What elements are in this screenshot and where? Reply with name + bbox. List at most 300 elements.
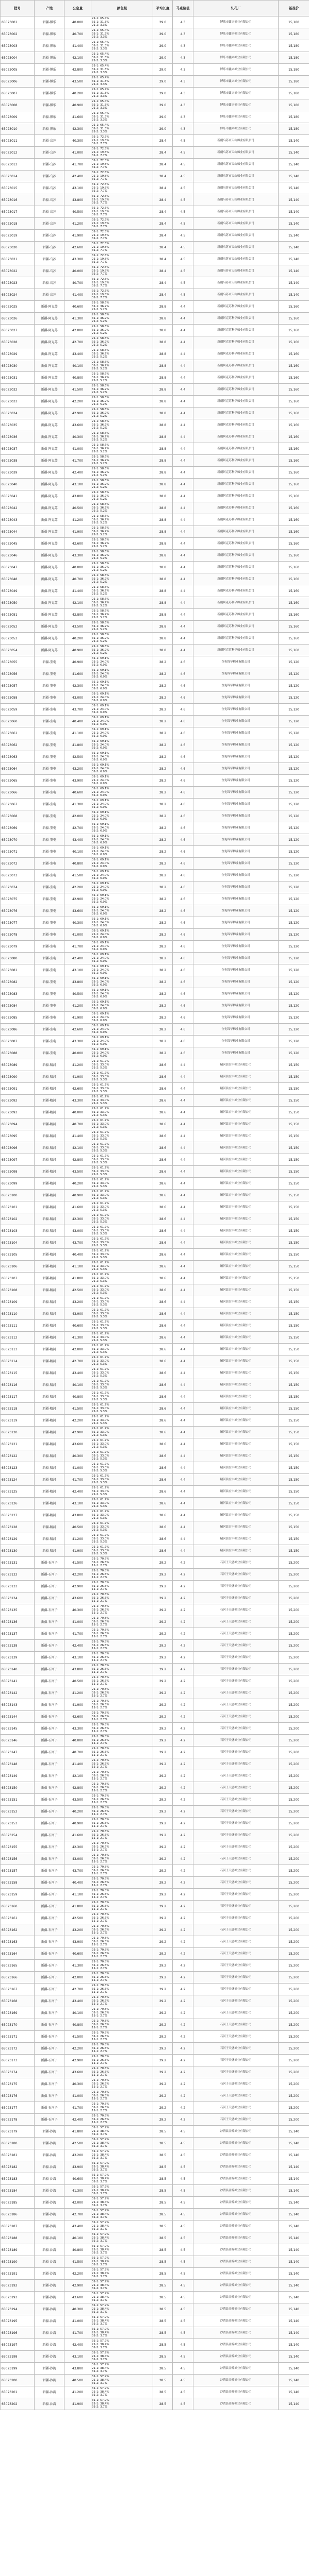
table-row[interactable] bbox=[1, 1462, 309, 1474]
table-row[interactable] bbox=[1, 2256, 309, 2268]
table-row[interactable] bbox=[1, 1367, 309, 1379]
table-row[interactable] bbox=[1, 1379, 309, 1391]
table-row[interactable] bbox=[1, 1794, 309, 1806]
table-row[interactable] bbox=[1, 2197, 309, 2209]
cell-micronaire: 4.5 bbox=[173, 2315, 193, 2327]
cell-lot: 65023062 bbox=[1, 739, 35, 751]
table-row[interactable] bbox=[1, 419, 309, 431]
table-row[interactable] bbox=[1, 99, 309, 111]
table-row[interactable] bbox=[1, 111, 309, 123]
header-company[interactable]: 轧花厂 bbox=[193, 1, 279, 16]
table-row[interactable] bbox=[1, 2185, 309, 2197]
table-row[interactable] bbox=[1, 1166, 309, 1178]
table-row[interactable] bbox=[1, 265, 309, 277]
table-row[interactable] bbox=[1, 2280, 309, 2292]
table-row[interactable] bbox=[1, 1225, 309, 1237]
cell-length: 28.6 bbox=[153, 1462, 173, 1474]
header-price[interactable]: 基准价 bbox=[279, 1, 309, 16]
cell-weight: 43.600 bbox=[64, 1438, 91, 1450]
table-row[interactable] bbox=[1, 1332, 309, 1344]
cell-lot: 65023132 bbox=[1, 1569, 35, 1581]
table-row[interactable] bbox=[1, 1569, 309, 1581]
table-row[interactable] bbox=[1, 2375, 309, 2386]
cell-origin: 新疆-奎屯 bbox=[35, 763, 64, 775]
table-row[interactable] bbox=[1, 206, 309, 218]
cell-weight: 41.700 bbox=[64, 2327, 91, 2339]
cell-length: 28.2 bbox=[153, 1036, 173, 1047]
cell-weight: 40.400 bbox=[64, 716, 91, 727]
table-row[interactable] bbox=[1, 1711, 309, 1723]
table-row[interactable] bbox=[1, 656, 309, 668]
table-row[interactable] bbox=[1, 230, 309, 242]
table-row[interactable] bbox=[1, 301, 309, 313]
cell-origin: 新疆-石河子 bbox=[35, 2043, 64, 2055]
table-row[interactable] bbox=[1, 1190, 309, 1201]
cell-company: 新疆阿克苏利华棉业有限公司 bbox=[193, 360, 279, 372]
table-row[interactable] bbox=[1, 1071, 309, 1083]
table-row[interactable] bbox=[1, 1699, 309, 1711]
header-micronaire[interactable]: 马克隆值 bbox=[173, 1, 193, 16]
header-grade[interactable]: 颜色级 bbox=[91, 1, 153, 16]
table-row[interactable] bbox=[1, 2055, 309, 2066]
table-row[interactable] bbox=[1, 1675, 309, 1687]
table-row[interactable] bbox=[1, 218, 309, 230]
table-row[interactable] bbox=[1, 1355, 309, 1367]
table-row[interactable] bbox=[1, 1889, 309, 1901]
cell-lot: 65023184 bbox=[1, 2185, 35, 2197]
table-row[interactable] bbox=[1, 1545, 309, 1557]
cell-length: 28.2 bbox=[153, 1024, 173, 1036]
cell-grade: 21-1: 58.6% 31-1: 36.2% 21-2: 5.2% bbox=[91, 360, 153, 372]
cell-origin: 新疆-乌苏 bbox=[35, 230, 64, 242]
table-row[interactable] bbox=[1, 597, 309, 609]
table-row[interactable] bbox=[1, 396, 309, 408]
table-row[interactable] bbox=[1, 716, 309, 727]
cell-company: 新疆阿克苏利华棉业有限公司 bbox=[193, 609, 279, 621]
table-row[interactable] bbox=[1, 431, 309, 443]
table-row[interactable] bbox=[1, 1758, 309, 1770]
table-row[interactable] bbox=[1, 408, 309, 419]
table-row[interactable] bbox=[1, 1829, 309, 1841]
table-row[interactable] bbox=[1, 1201, 309, 1213]
table-row[interactable] bbox=[1, 882, 309, 893]
table-row[interactable] bbox=[1, 953, 309, 964]
table-row[interactable] bbox=[1, 1130, 309, 1142]
table-row[interactable] bbox=[1, 1403, 309, 1415]
cell-length: 29.2 bbox=[153, 1581, 173, 1592]
table-row[interactable] bbox=[1, 1498, 309, 1510]
header-length[interactable]: 平均长度 bbox=[153, 1, 173, 16]
table-row[interactable] bbox=[1, 123, 309, 135]
table-row[interactable] bbox=[1, 870, 309, 882]
cell-company: 奎屯锦华棉业有限公司 bbox=[193, 1036, 279, 1047]
cell-micronaire: 4.4 bbox=[173, 1462, 193, 1474]
table-row[interactable] bbox=[1, 1912, 309, 1924]
table-row[interactable] bbox=[1, 1474, 309, 1486]
table-row[interactable] bbox=[1, 585, 309, 597]
table-row[interactable] bbox=[1, 1972, 309, 1984]
cell-grade: 21-1: 65.4% 31-1: 31.3% 21-2: 3.3% bbox=[91, 28, 153, 40]
table-row[interactable] bbox=[1, 1901, 309, 1912]
table-row[interactable] bbox=[1, 289, 309, 301]
table-row[interactable] bbox=[1, 538, 309, 550]
cell-origin: 新疆-奎屯 bbox=[35, 775, 64, 787]
table-row[interactable] bbox=[1, 2126, 309, 2138]
cell-price: 15,120 bbox=[279, 739, 309, 751]
cell-grade: 21-1: 65.4% 31-1: 31.3% 21-2: 3.3% bbox=[91, 40, 153, 52]
table-row[interactable] bbox=[1, 727, 309, 739]
table-row[interactable] bbox=[1, 2209, 309, 2221]
cell-grade: 21-1: 70.8% 31-1: 26.5% 11-1: 2.7% bbox=[91, 1735, 153, 1747]
cell-micronaire: 4.4 bbox=[173, 621, 193, 633]
cell-length: 29.2 bbox=[153, 2114, 173, 2126]
cell-company: 石河子天盛棉业有限公司 bbox=[193, 1936, 279, 1948]
table-row[interactable] bbox=[1, 1984, 309, 1995]
cell-origin: 新疆-精河 bbox=[35, 1427, 64, 1438]
cell-company: 沙湾县金棉棉业有限公司 bbox=[193, 2232, 279, 2244]
cell-lot: 65023199 bbox=[1, 2363, 35, 2375]
table-row[interactable] bbox=[1, 1237, 309, 1249]
table-row[interactable] bbox=[1, 76, 309, 88]
table-row[interactable] bbox=[1, 2090, 309, 2102]
cell-grade: 21-1: 58.6% 31-1: 36.2% 21-2: 5.2% bbox=[91, 443, 153, 455]
cell-weight: 40.200 bbox=[64, 633, 91, 645]
table-row[interactable] bbox=[1, 1273, 309, 1284]
table-row[interactable] bbox=[1, 1083, 309, 1095]
table-row[interactable] bbox=[1, 1723, 309, 1735]
table-row[interactable] bbox=[1, 964, 309, 976]
cell-grade: 21-1: 70.8% 31-1: 26.5% 11-1: 2.7% bbox=[91, 1948, 153, 1960]
table-row[interactable] bbox=[1, 1284, 309, 1296]
table-row[interactable] bbox=[1, 2398, 309, 2410]
table-row[interactable] bbox=[1, 893, 309, 905]
table-row[interactable] bbox=[1, 1782, 309, 1794]
table-row[interactable] bbox=[1, 1450, 309, 1462]
table-row[interactable] bbox=[1, 834, 309, 846]
table-row[interactable] bbox=[1, 822, 309, 834]
table-row[interactable] bbox=[1, 2232, 309, 2244]
cell-weight: 42.200 bbox=[64, 1569, 91, 1581]
table-row[interactable] bbox=[1, 360, 309, 372]
table-row[interactable] bbox=[1, 2292, 309, 2303]
table-row[interactable] bbox=[1, 52, 309, 64]
cell-weight: 43.600 bbox=[64, 2292, 91, 2303]
table-row[interactable] bbox=[1, 1841, 309, 1853]
table-row[interactable] bbox=[1, 1024, 309, 1036]
cell-length: 28.5 bbox=[153, 2138, 173, 2149]
cell-origin: 新疆-精河 bbox=[35, 1107, 64, 1118]
table-row[interactable] bbox=[1, 1154, 309, 1166]
table-row[interactable] bbox=[1, 621, 309, 633]
table-row[interactable] bbox=[1, 1521, 309, 1533]
table-row[interactable] bbox=[1, 1960, 309, 1972]
table-row[interactable] bbox=[1, 1261, 309, 1273]
cell-origin: 新疆-石河子 bbox=[35, 1604, 64, 1616]
table-row[interactable] bbox=[1, 2043, 309, 2055]
table-row[interactable] bbox=[1, 1557, 309, 1569]
table-row[interactable] bbox=[1, 372, 309, 384]
table-row[interactable] bbox=[1, 1095, 309, 1107]
table-row[interactable] bbox=[1, 1107, 309, 1118]
table-row[interactable] bbox=[1, 1415, 309, 1427]
table-row[interactable] bbox=[1, 633, 309, 645]
cell-grade: 21-1: 61.7% 31-1: 33.0% 21-2: 5.3% bbox=[91, 1462, 153, 1474]
table-row[interactable] bbox=[1, 1391, 309, 1403]
table-row[interactable] bbox=[1, 277, 309, 289]
cell-company: 博乐市鑫兴棉业有限公司 bbox=[193, 88, 279, 99]
table-row[interactable] bbox=[1, 929, 309, 941]
table-row[interactable] bbox=[1, 645, 309, 656]
table-row[interactable] bbox=[1, 810, 309, 822]
table-row[interactable] bbox=[1, 514, 309, 526]
table-row[interactable] bbox=[1, 1640, 309, 1652]
table-row[interactable] bbox=[1, 1178, 309, 1190]
table-row[interactable] bbox=[1, 1853, 309, 1865]
cell-length: 28.8 bbox=[153, 502, 173, 514]
table-row[interactable] bbox=[1, 2173, 309, 2185]
cell-price: 15,150 bbox=[279, 1178, 309, 1190]
table-row[interactable] bbox=[1, 336, 309, 348]
cell-length: 28.2 bbox=[153, 799, 173, 810]
cell-weight: 42.600 bbox=[64, 1083, 91, 1095]
table-row[interactable] bbox=[1, 680, 309, 692]
table-row[interactable] bbox=[1, 313, 309, 325]
table-row[interactable] bbox=[1, 941, 309, 953]
cell-weight: 42.500 bbox=[64, 1284, 91, 1296]
table-row[interactable] bbox=[1, 573, 309, 585]
cell-origin: 新疆-阿克苏 bbox=[35, 384, 64, 396]
table-row[interactable] bbox=[1, 668, 309, 680]
table-row[interactable] bbox=[1, 1735, 309, 1747]
table-row[interactable] bbox=[1, 846, 309, 858]
table-row[interactable] bbox=[1, 147, 309, 159]
table-row[interactable] bbox=[1, 1118, 309, 1130]
cell-length: 28.5 bbox=[153, 2173, 173, 2185]
table-row[interactable] bbox=[1, 1510, 309, 1521]
table-row[interactable] bbox=[1, 2031, 309, 2043]
cell-micronaire: 4.6 bbox=[173, 751, 193, 763]
table-row[interactable] bbox=[1, 692, 309, 704]
table-row[interactable] bbox=[1, 1047, 309, 1059]
table-row[interactable] bbox=[1, 2221, 309, 2232]
cell-company: 沙湾县金棉棉业有限公司 bbox=[193, 2363, 279, 2375]
cell-micronaire: 4.4 bbox=[173, 1427, 193, 1438]
table-row[interactable] bbox=[1, 1308, 309, 1320]
table-row[interactable] bbox=[1, 2315, 309, 2327]
table-row[interactable] bbox=[1, 1865, 309, 1877]
table-row[interactable] bbox=[1, 858, 309, 870]
table-row[interactable] bbox=[1, 348, 309, 360]
cell-length: 29.0 bbox=[153, 76, 173, 88]
table-row[interactable] bbox=[1, 159, 309, 171]
table-row[interactable] bbox=[1, 1320, 309, 1332]
table-row[interactable] bbox=[1, 1604, 309, 1616]
cell-lot: 65023031 bbox=[1, 372, 35, 384]
table-row[interactable] bbox=[1, 2339, 309, 2351]
table-row[interactable] bbox=[1, 1652, 309, 1664]
table-row[interactable] bbox=[1, 443, 309, 455]
table-row[interactable] bbox=[1, 2066, 309, 2078]
cell-origin: 新疆-沙湾 bbox=[35, 2339, 64, 2351]
cell-company: 石河子天盛棉业有限公司 bbox=[193, 1889, 279, 1901]
table-row[interactable] bbox=[1, 1592, 309, 1604]
table-row[interactable] bbox=[1, 171, 309, 182]
cell-price: 15,200 bbox=[279, 2078, 309, 2090]
cell-lot: 65023080 bbox=[1, 953, 35, 964]
table-row[interactable] bbox=[1, 2327, 309, 2339]
table-row[interactable] bbox=[1, 562, 309, 573]
cell-micronaire: 4.4 bbox=[173, 1166, 193, 1178]
table-row[interactable] bbox=[1, 1770, 309, 1782]
table-row[interactable] bbox=[1, 917, 309, 929]
cell-grade: 31-1: 69.1% 21-1: 24.0% 31-2: 6.9% bbox=[91, 799, 153, 810]
table-row[interactable] bbox=[1, 40, 309, 52]
table-row[interactable] bbox=[1, 739, 309, 751]
table-row[interactable] bbox=[1, 1806, 309, 1818]
table-row[interactable] bbox=[1, 384, 309, 396]
table-row[interactable] bbox=[1, 787, 309, 799]
table-row[interactable] bbox=[1, 325, 309, 336]
table-row[interactable] bbox=[1, 1877, 309, 1889]
table-row[interactable] bbox=[1, 2161, 309, 2173]
table-row[interactable] bbox=[1, 1664, 309, 1675]
header-lot[interactable]: 批号 bbox=[1, 1, 35, 16]
cell-length: 28.4 bbox=[153, 206, 173, 218]
table-row[interactable] bbox=[1, 1213, 309, 1225]
table-row[interactable] bbox=[1, 502, 309, 514]
table-row[interactable] bbox=[1, 1687, 309, 1699]
header-origin[interactable]: 产地 bbox=[35, 1, 64, 16]
cell-lot: 65023056 bbox=[1, 668, 35, 680]
table-row[interactable] bbox=[1, 88, 309, 99]
cell-origin: 新疆-沙湾 bbox=[35, 2315, 64, 2327]
table-row[interactable] bbox=[1, 1924, 309, 1936]
cell-grade: 31-1: 69.1% 21-1: 24.0% 31-2: 6.9% bbox=[91, 656, 153, 668]
header-weight[interactable]: 公定量 bbox=[64, 1, 91, 16]
cell-weight: 40.800 bbox=[64, 2019, 91, 2031]
table-row[interactable] bbox=[1, 1296, 309, 1308]
table-row[interactable] bbox=[1, 526, 309, 538]
cell-weight: 43.700 bbox=[64, 704, 91, 716]
cell-weight: 41.200 bbox=[64, 514, 91, 526]
table-row[interactable] bbox=[1, 988, 309, 1000]
table-row[interactable] bbox=[1, 550, 309, 562]
table-row[interactable] bbox=[1, 1000, 309, 1012]
table-row[interactable] bbox=[1, 1427, 309, 1438]
table-row[interactable] bbox=[1, 467, 309, 479]
table-row[interactable] bbox=[1, 1533, 309, 1545]
cell-origin: 新疆-阿克苏 bbox=[35, 645, 64, 656]
cell-origin: 新疆-博乐 bbox=[35, 40, 64, 52]
table-row[interactable] bbox=[1, 799, 309, 810]
cell-grade: 31-1: 72.5% 21-1: 19.8% 31-2: 7.7% bbox=[91, 242, 153, 253]
table-row[interactable] bbox=[1, 2351, 309, 2363]
table-row[interactable] bbox=[1, 775, 309, 787]
cell-origin: 新疆-奎屯 bbox=[35, 870, 64, 882]
cell-price: 15,120 bbox=[279, 1024, 309, 1036]
table-row[interactable] bbox=[1, 1249, 309, 1261]
cell-weight: 40.500 bbox=[64, 1521, 91, 1533]
table-row[interactable] bbox=[1, 1995, 309, 2007]
cell-grade: 21-1: 70.8% 31-1: 26.5% 11-1: 2.7% bbox=[91, 1758, 153, 1770]
table-row[interactable] bbox=[1, 194, 309, 206]
table-row[interactable] bbox=[1, 976, 309, 988]
table-row[interactable] bbox=[1, 253, 309, 265]
cell-price: 15,180 bbox=[279, 52, 309, 64]
table-row[interactable] bbox=[1, 751, 309, 763]
cell-price: 15,150 bbox=[279, 1249, 309, 1261]
table-row[interactable] bbox=[1, 905, 309, 917]
table-row[interactable] bbox=[1, 1616, 309, 1628]
table-row[interactable] bbox=[1, 1142, 309, 1154]
table-row[interactable] bbox=[1, 490, 309, 502]
cell-length: 28.5 bbox=[153, 2327, 173, 2339]
cell-lot: 65023052 bbox=[1, 621, 35, 633]
cell-lot: 65023185 bbox=[1, 2197, 35, 2209]
table-row[interactable] bbox=[1, 2303, 309, 2315]
table-row[interactable] bbox=[1, 479, 309, 490]
table-row[interactable] bbox=[1, 2244, 309, 2256]
table-row[interactable] bbox=[1, 2007, 309, 2019]
table-row[interactable] bbox=[1, 182, 309, 194]
table-row[interactable] bbox=[1, 1628, 309, 1640]
table-row[interactable] bbox=[1, 1581, 309, 1592]
table-row[interactable] bbox=[1, 2268, 309, 2280]
cell-grade: 31-1: 57.9% 21-1: 38.4% 31-2: 3.7% bbox=[91, 2232, 153, 2244]
cell-grade: 31-1: 57.9% 21-1: 38.4% 31-2: 3.7% bbox=[91, 2327, 153, 2339]
table-row[interactable] bbox=[1, 704, 309, 716]
table-row[interactable] bbox=[1, 2019, 309, 2031]
table-row[interactable] bbox=[1, 28, 309, 40]
table-row[interactable] bbox=[1, 609, 309, 621]
table-row[interactable] bbox=[1, 2102, 309, 2114]
table-row[interactable] bbox=[1, 135, 309, 147]
table-row[interactable] bbox=[1, 1012, 309, 1024]
table-row[interactable] bbox=[1, 242, 309, 253]
table-row[interactable] bbox=[1, 2149, 309, 2161]
table-row[interactable] bbox=[1, 1059, 309, 1071]
table-row[interactable] bbox=[1, 1948, 309, 1960]
table-row[interactable] bbox=[1, 1936, 309, 1948]
cell-weight: 40.500 bbox=[64, 1675, 91, 1687]
table-row[interactable] bbox=[1, 2078, 309, 2090]
table-row[interactable] bbox=[1, 2114, 309, 2126]
table-row[interactable] bbox=[1, 2386, 309, 2398]
table-row[interactable] bbox=[1, 455, 309, 467]
table-row[interactable] bbox=[1, 1438, 309, 1450]
cell-origin: 新疆-精河 bbox=[35, 1249, 64, 1261]
cell-price: 15,140 bbox=[279, 2138, 309, 2149]
cell-company: 博乐市鑫兴棉业有限公司 bbox=[193, 64, 279, 76]
table-row[interactable] bbox=[1, 1486, 309, 1498]
table-row[interactable] bbox=[1, 1036, 309, 1047]
cell-grade: 21-1: 65.4% 31-1: 31.3% 21-2: 3.3% bbox=[91, 88, 153, 99]
cell-length: 29.0 bbox=[153, 64, 173, 76]
cell-micronaire: 4.5 bbox=[173, 230, 193, 242]
table-row[interactable] bbox=[1, 2138, 309, 2149]
table-row[interactable] bbox=[1, 64, 309, 76]
cell-grade: 21-1: 61.7% 31-1: 33.0% 21-2: 5.3% bbox=[91, 1118, 153, 1130]
cell-price: 15,160 bbox=[279, 467, 309, 479]
cell-grade: 21-1: 70.8% 31-1: 26.5% 11-1: 2.7% bbox=[91, 1652, 153, 1664]
cell-length: 29.2 bbox=[153, 1699, 173, 1711]
table-row[interactable] bbox=[1, 16, 309, 28]
table-row[interactable] bbox=[1, 763, 309, 775]
table-row[interactable] bbox=[1, 1344, 309, 1355]
table-row[interactable] bbox=[1, 2363, 309, 2375]
table-row[interactable] bbox=[1, 1747, 309, 1758]
table-row[interactable] bbox=[1, 1818, 309, 1829]
